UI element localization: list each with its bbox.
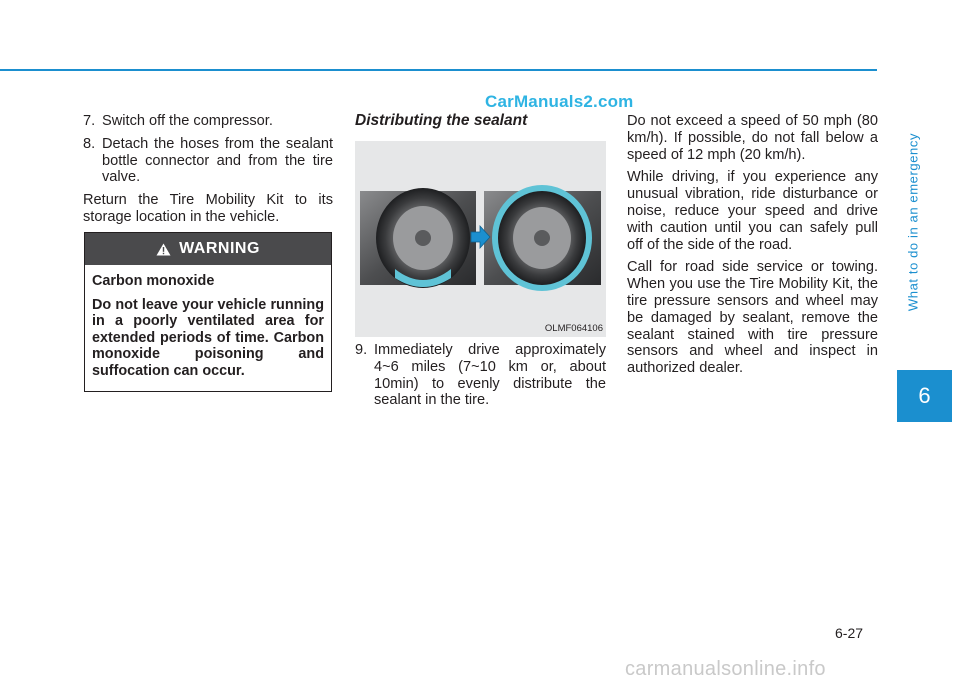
warning-text: Do not leave your vehicle running in a poorly ventilated area for extended periods of time. Carbon monoxide poisoning and suffocation can occur. (92, 296, 324, 379)
chapter-tab (897, 370, 952, 422)
tire-illustration (355, 141, 606, 337)
warning-body (85, 265, 331, 380)
chapter-side-title (887, 72, 939, 372)
page-number: 6-27 (835, 625, 864, 641)
chapter-number: 6 (918, 383, 931, 408)
column-2 (355, 113, 606, 139)
step-text: Immediately drive approximately 4~6 miles (7~10 km or, about 10min) to evenly distribute the sealant in the tire. (374, 342, 606, 409)
sealant-figure (355, 141, 606, 337)
figure-code: OLMF064106 (544, 323, 603, 334)
warning-header (85, 233, 331, 265)
step-number: 7. (83, 113, 96, 129)
warning-box (84, 232, 332, 392)
tire-after (492, 185, 592, 291)
speed-paragraph: Do not exceed a speed of 50 mph (80 km/h). If possible, do not fall below a speed of 12 mph (20 km/h). (627, 113, 878, 163)
caution-paragraph: While driving, if you experience any unusual vibration, ride disturbance or noise, reduce your speed and drive with caution until you can safely pull off of the side of the road. (627, 169, 878, 253)
chapter-title: What to do in an emergency (905, 132, 921, 312)
service-paragraph: Call for road side service or towing. When you use the Tire Mobility Kit, the tire pressure sensors and wheel may be damaged by sealant, remove the sealant stained with tire pressure sensors and wheel and inspect in authorized dealer. (627, 259, 878, 377)
step-7 (83, 113, 333, 130)
site-watermark: CarManuals2.com (485, 92, 634, 111)
column-1 (83, 113, 333, 232)
section-heading: Distributing the sealant (355, 112, 528, 129)
header-rule (0, 69, 877, 71)
step-number: 8. (83, 135, 96, 152)
step-8 (83, 136, 333, 186)
step-text: Detach the hoses from the sealant bottle connector and from the tire valve. (102, 135, 333, 186)
column-2-step (355, 342, 606, 415)
step-number: 9. (355, 342, 368, 358)
tire-before (376, 188, 470, 288)
storage-paragraph: Return the Tire Mobility Kit to its storage location in the vehicle. (83, 192, 333, 225)
warning-triangle-icon (156, 243, 171, 256)
footer-watermark: carmanualsonline.info (625, 658, 826, 680)
step-9 (355, 342, 606, 409)
column-3 (627, 113, 878, 383)
warning-title: Carbon monoxide (92, 273, 215, 289)
warning-label: WARNING (179, 240, 260, 257)
step-text: Switch off the compressor. (102, 113, 273, 129)
